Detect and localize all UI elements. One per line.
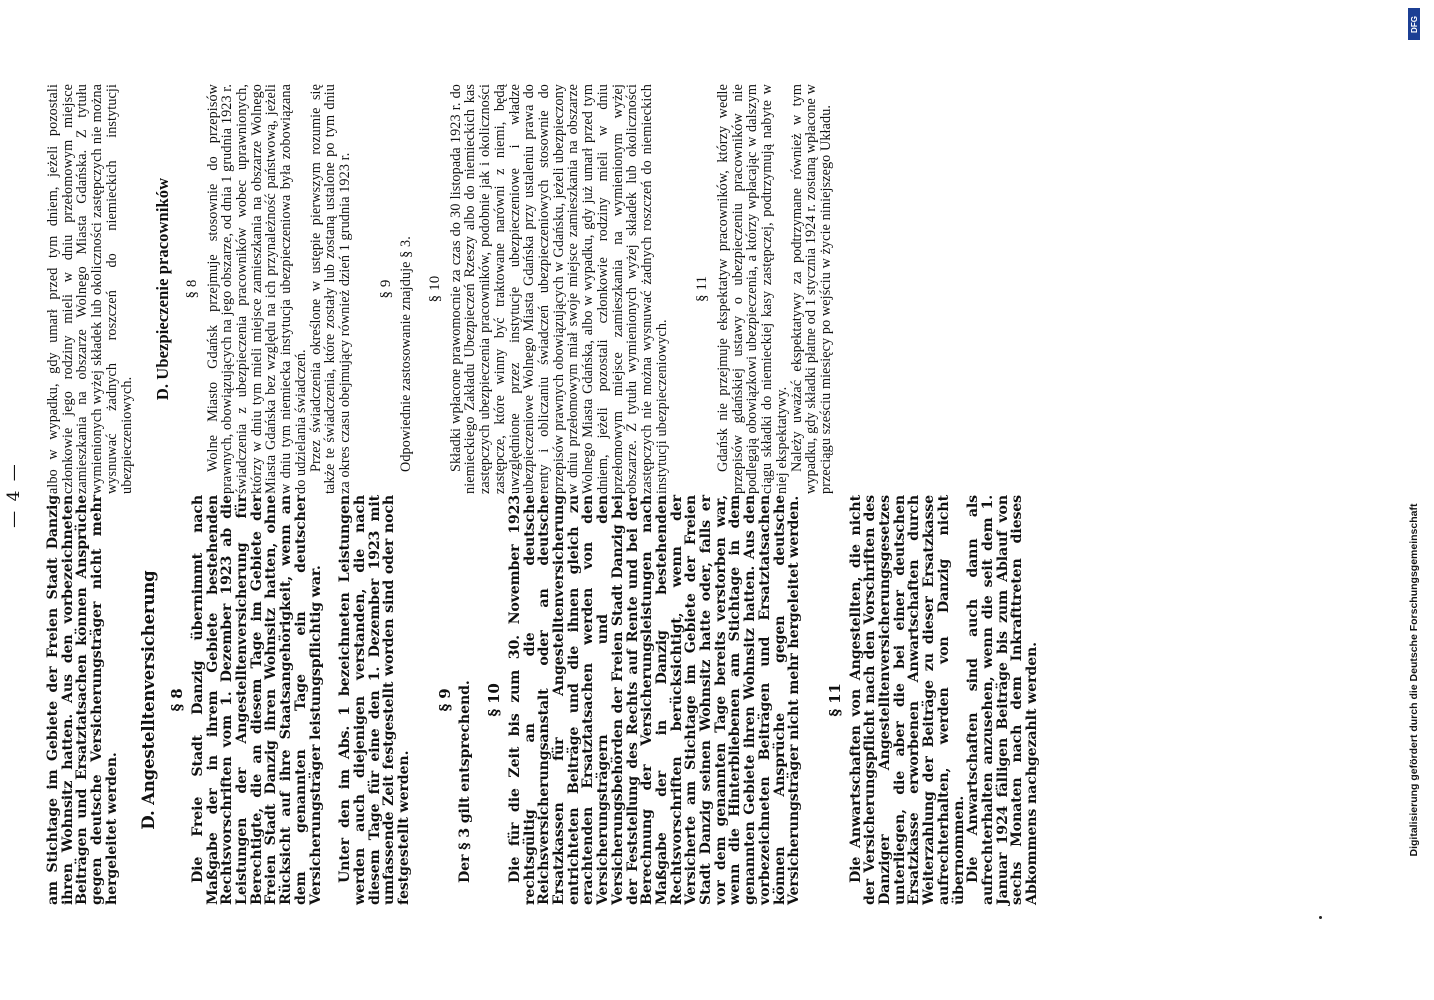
polish-s11-paragraph-1: Gdańsk nie przejmuje ekspektatyw pracowników, którzy wedle przepisów gdańskiej ustawy o ubezpieczeniu pracowników nie podlegają obowiązkowi ubezpieczenia, a którzy wpłacając w dalszym ciągu składki do niemieckiej kasy zastępczej, podtrzymują nabyte w niej ekspektatywy. <box>715 84 790 494</box>
german-s11-paragraph-1: Die Anwartschaften von Angestellten, die nicht der Versicherungspflicht nach den Vorschriften des Danziger Angestelltenversicherungsgesetzes unterliegen, die aber die bei einer deutschen Ersatzkasse erworbenen Anwartschaften durch Weiterzahlung der Beiträge zu dieser Ersatzkasse aufrechterhalten, werden von Danzig nicht übernommen. <box>847 495 967 905</box>
polish-s8-title: § 8 <box>183 279 200 299</box>
german-s9-text: Der § 3 gilt entsprechend. <box>457 680 474 883</box>
german-continuation: am Stichtage im Gebiete der Freien Stadt Danzig ihren Wohnsitz hatten. Aus den vorbezeichneten Beiträgen und Ersatztatsachen können Ansprüche gegen deutsche Versicherungsträger nicht mehr hergeleitet werden. <box>45 495 120 905</box>
polish-section-heading: D. Ubezpieczenie pracowników <box>153 177 173 401</box>
german-s8-paragraph-2: Unter den im Abs. 1 bezeichneten Leistungen werden auch diejenigen verstanden, die nach diesem Tage für eine den 1. Dezember 1923 mit umfassende Zeit festgestellt worden sind oder noch festgestellt werden. <box>337 495 413 905</box>
german-s8-paragraph-1: Die Freie Stadt Danzig übernimmt nach Maßgabe der in ihrem Gebiete bestehenden Rechtsvorschriften vom 1. Dezember 1923 ab die Leistungen der Angestelltenversicherung für Berechtigte, die an diesem Tage im Gebiete der Freien Stadt Danzig ihren Wohnsitz hatten, ohne Rücksicht auf ihre Staatsangehörigkeit, wenn an dem genannten Tage ein deutscher Versicherungsträger leistungspflichtig war. <box>189 495 324 905</box>
digitization-note-text: Digitalisierung gefördert durch die Deutsche Forschungsgemeinschaft <box>1408 503 1420 857</box>
dfg-logo <box>1408 8 1420 40</box>
polish-s9-title: § 9 <box>377 279 394 299</box>
page-number: — 4 — <box>4 462 24 528</box>
german-s8-title: § 8 <box>168 688 187 712</box>
scan-speck <box>1319 916 1322 919</box>
polish-s11-paragraph-2: Należy uważać ekspektatywy za podtrzymane również w tym wypadku, gdy składki płatne od 1 stycznia 1924 r. zostaną wpłacone w przeciągu sześciu miesięcy po wejściu w życie niniejszego Układu. <box>788 84 834 494</box>
german-section-heading: D. Angestelltenversicherung <box>138 570 158 830</box>
polish-s11-title: § 11 <box>694 275 711 303</box>
polish-s9-text: Odpowiednie zastosowanie znajduje § 3. <box>398 236 415 472</box>
polish-s10-text: Składki wpłacone prawomocnie za czas do 30 listopada 1923 r. do niemieckiego Zakładu Ubezpieczeń Rzeszy albo do niemieckich kas zastępczych ubezpieczenia pracowników, podobnie jak i okoliczności zastępcze, które winny być traktowane narówni z niemi, będą uwzględnione przez instytucje ubezpieczeniowe i władze ubezpieczeniowe Wolnego Miasta Gdańska przy ustaleniu prawa do renty i obliczaniu świadczeń ubezpieczeniowych stosownie do przepisów prawnych obowiązujących w Gdańsku, jeżeli ubezpieczony w dniu przełomowym miał swoje miejsce zamieszkania na obszarze Wolnego Miasta Gdańska, albo w wypadku, gdy już umarł przed tym dniem, jeżeli pozostali członkowie rodziny mieli w dniu przełomowym miejsce zamieszkania na wymienionym wyżej obszarze. Z tytułu wymienionych wyżej składek lub okoliczności zastępczych nie można wysnuwać żadnych roszczeń do niemieckich instytucji ubezpieczeniowych. <box>447 84 670 494</box>
dfg-logo-text: DFG <box>1409 15 1419 33</box>
german-s10-text: Die für die Zeit bis zum 30. November 1923 rechtsgültig an die deutsche Reichsversicherungsanstalt oder an deutsche Ersatzkassen für Angestelltenversicherung entrichteten Beiträge und die ihnen gleich zu erachtenden Ersatztatsachen werden von den Versicherungsträgern und den Versicherungsbehörden der Freien Stadt Danzig bei der Feststellung des Rechts auf Rente und bei der Berechnung der Versicherungsleistungen nach Maßgabe der in Danzig bestehenden Rechtsvorschriften berücksichtigt, wenn der Versicherte am Stichtage im Gebiete der Freien Stadt Danzig seinen Wohnsitz hatte oder, falls er vor dem genannten Tage bereits verstorben war, wenn die Hinterbliebenen am Stichtage in dem genannten Gebiete ihren Wohnsitz hatten. Aus den vorbezeichneten Beiträgen und Ersatztatsachen können Ansprüche gegen deutsche Versicherungsträger nicht mehr hergeleitet werden. <box>506 495 803 905</box>
german-s11-paragraph-2: Die Anwartschaften sind auch dann als aufrechterhalten anzusehen, wenn die seit dem 1. Januar 1924 fälligen Beiträge bis zum Ablauf von sechs Monaten nach dem Inkrafttreten dieses Abkommens nachgezahlt werden. <box>965 495 1041 905</box>
german-column <box>46 495 1040 905</box>
polish-continuation: albo w wypadku, gdy umarł przed tym dniem, jeżeli pozostali członkowie jego rodziny mieli w dniu przełomowym miejsce zamieszkania na obszarze Wolnego Miasta Gdańska. Z tytułu wymienionych wyżej składek lub okoliczności zastępczych nie można wysnuwać żadnych roszczeń do niemieckich instytucji ubezpieczeniowych. <box>45 84 135 494</box>
polish-s8-paragraph-2: Przez świadczenia określone w ustępie pierwszym rozumie się także te świadczenia, które zostały lub zostaną ustalone po tym dniu za okres czasu obejmujący również dzień 1 grudnia 1923 r. <box>307 84 353 494</box>
polish-s10-title: § 10 <box>427 275 444 303</box>
german-s11-title: § 11 <box>825 683 844 717</box>
polish-column <box>46 84 834 494</box>
german-s10-title: § 10 <box>485 683 504 717</box>
polish-s8-paragraph-1: Wolne Miasto Gdańsk przejmuje stosownie do przepisów prawnych, obowiązujących na jego obszarze, od dnia 1 grudnia 1923 r. świadczenia z ubezpieczenia pracowników wobec uprawnionych, którzy w dniu tym mieli miejsce zamieszkania na obszarze Wolnego Miasta Gdańska bez względu na ich przynależność państwową, jeżeli w dniu tym niemiecka instytucja ubezpieczeniowa była zobowiązana do udzielania świadczeń. <box>204 84 309 494</box>
german-s9-title: § 9 <box>435 688 454 712</box>
